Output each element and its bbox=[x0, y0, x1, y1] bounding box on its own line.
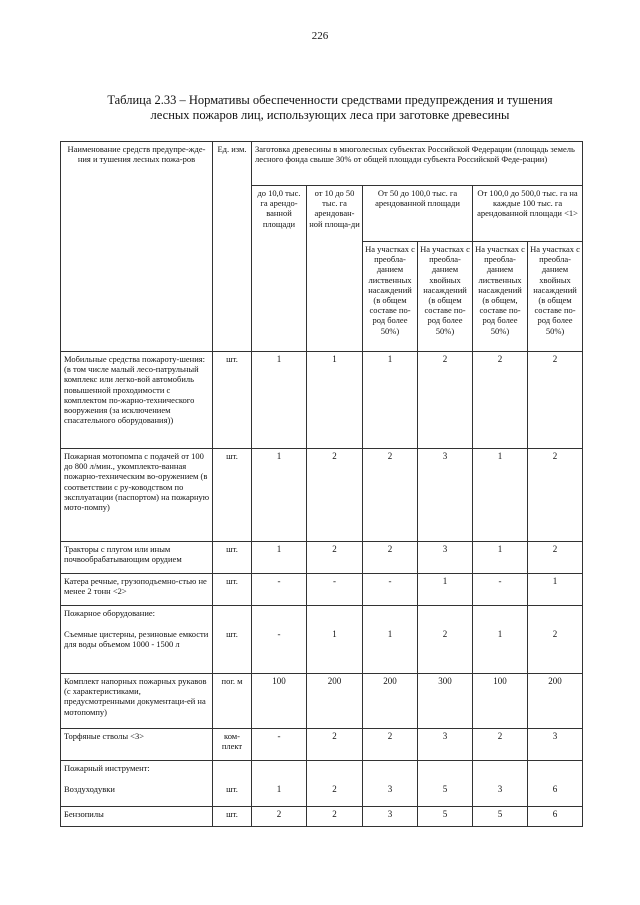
row-value: 2 bbox=[473, 352, 528, 449]
row-value: 3 bbox=[363, 807, 418, 827]
row-value: 100 bbox=[473, 674, 528, 729]
row-value: 2 bbox=[363, 542, 418, 574]
title-line-2: лесных пожаров лиц, использующих леса при заготовке древесины bbox=[150, 108, 510, 122]
row-value: 2 bbox=[418, 606, 473, 674]
row-unit: шт. bbox=[213, 807, 252, 827]
row-name: Катера речные, грузоподъемно-стью не менее 2 тонн <2> bbox=[61, 574, 213, 606]
row-value: 1 bbox=[363, 352, 418, 449]
row-value: - bbox=[473, 574, 528, 606]
row-value: 1 bbox=[528, 574, 583, 606]
table-row bbox=[61, 352, 583, 449]
row-value: - bbox=[252, 729, 307, 761]
row-value: 3 bbox=[363, 761, 418, 807]
row-name: Мобильные средства пожароту-шения: (в том числе малый лесо-патрульный комплекс или легко-вой автомобиль повышенной проходимости с комплектом по-жарно-технического вооружения (за исключением спасательного оборудования)) bbox=[61, 352, 213, 449]
row-value: 5 bbox=[418, 761, 473, 807]
row-item-label: Воздуходувки bbox=[64, 784, 115, 795]
table-row bbox=[61, 761, 583, 807]
header-col-b: от 10 до 50 тыс. га арендован-ной площа-ди bbox=[307, 186, 363, 352]
row-value: 2 bbox=[363, 449, 418, 542]
row-value: 1 bbox=[252, 449, 307, 542]
row-group-label: Пожарное оборудование: bbox=[64, 608, 156, 618]
row-unit: ком-плект bbox=[213, 729, 252, 761]
row-value: 1 bbox=[307, 606, 363, 674]
row-value: 2 bbox=[528, 449, 583, 542]
row-value: 200 bbox=[528, 674, 583, 729]
page-number: 226 bbox=[311, 30, 329, 42]
table-row bbox=[61, 542, 583, 574]
row-value: 200 bbox=[363, 674, 418, 729]
row-value: 1 bbox=[307, 352, 363, 449]
row-name: Торфяные стволы <3> bbox=[61, 729, 213, 761]
row-value: 2 bbox=[307, 729, 363, 761]
row-value: 2 bbox=[528, 606, 583, 674]
row-value: 6 bbox=[528, 761, 583, 807]
row-value: 5 bbox=[418, 807, 473, 827]
header-sub-conif-d: На участках с преобла-данием хвойных насаждений (в общем составе по-род более 50%) bbox=[528, 242, 583, 352]
table-row bbox=[61, 449, 583, 542]
row-value: 1 bbox=[252, 352, 307, 449]
table-row bbox=[61, 574, 583, 606]
row-value: 2 bbox=[528, 542, 583, 574]
row-name: Тракторы с плугом или иным почвообрабатывающим орудием bbox=[61, 542, 213, 574]
row-value: 2 bbox=[252, 807, 307, 827]
header-name: Наименование средств предупре-ждения и тушения лесных пожа-ров bbox=[61, 142, 213, 352]
row-value: 2 bbox=[528, 352, 583, 449]
header-sub-conif-c: На участках с преобла-данием хвойных насаждений (в общем составе по-род более 50%) bbox=[418, 242, 473, 352]
row-value: - bbox=[307, 574, 363, 606]
row-unit: шт. bbox=[213, 352, 252, 449]
row-value: 2 bbox=[363, 729, 418, 761]
row-value: 6 bbox=[528, 807, 583, 827]
header-unit: Ед. изм. bbox=[213, 142, 252, 352]
row-name: Комплект напорных пожарных рукавов (с характеристиками, предусмотренными документаци-ей на мотопомпу) bbox=[61, 674, 213, 729]
norms-table bbox=[60, 141, 583, 827]
row-value: 3 bbox=[418, 542, 473, 574]
row-value: 3 bbox=[473, 761, 528, 807]
row-name bbox=[61, 761, 213, 807]
row-unit: пог. м bbox=[213, 674, 252, 729]
row-value: 1 bbox=[473, 449, 528, 542]
row-value: 2 bbox=[307, 449, 363, 542]
row-value: 2 bbox=[473, 729, 528, 761]
title-line-1: Таблица 2.33 – Нормативы обеспеченности средствами предупреждения и тушения bbox=[107, 93, 553, 107]
row-unit: шт. bbox=[213, 761, 252, 807]
row-value: 200 bbox=[307, 674, 363, 729]
row-name: Бензопилы bbox=[61, 807, 213, 827]
header-col-c: От 50 до 100,0 тыс. га арендованной площади bbox=[363, 186, 473, 242]
row-value: 300 bbox=[418, 674, 473, 729]
row-value: 2 bbox=[307, 542, 363, 574]
row-value: 3 bbox=[418, 449, 473, 542]
row-value: - bbox=[252, 606, 307, 674]
header-sub-leaf-d: На участках с преобла-данием лиственных насаждений (в общем, составе по-род более 50%) bbox=[473, 242, 528, 352]
row-value: 1 bbox=[418, 574, 473, 606]
row-unit: шт. bbox=[213, 606, 252, 674]
row-group-label: Пожарный инструмент: bbox=[64, 763, 150, 773]
row-name: Пожарная мотопомпа с подачей от 100 до 800 л/мин., укомплекто-ванная пожарно-техническим во-оружением (в соответствии с ру-ководством по эксплуатации (паспортом) на пожарную мото-помпу) bbox=[61, 449, 213, 542]
row-unit: шт. bbox=[213, 574, 252, 606]
row-value: - bbox=[252, 574, 307, 606]
row-value: 2 bbox=[307, 807, 363, 827]
table-row bbox=[61, 729, 583, 761]
row-value: 1 bbox=[473, 606, 528, 674]
table-title bbox=[60, 93, 600, 123]
row-value: 3 bbox=[418, 729, 473, 761]
table-row bbox=[61, 807, 583, 827]
header-col-a: до 10,0 тыс. га арендо-ванной площади bbox=[252, 186, 307, 352]
header-group: Заготовка древесины в многолесных субъектах Российской Федерации (площадь земель лесного фонда свыше 30% от общей площади субъекта Российской Феде-рации) bbox=[252, 142, 583, 186]
row-value: 3 bbox=[528, 729, 583, 761]
header-col-d: От 100,0 до 500,0 тыс. га на каждые 100 тыс. га арендованной площади <1> bbox=[473, 186, 583, 242]
row-value: 5 bbox=[473, 807, 528, 827]
row-value: 1 bbox=[473, 542, 528, 574]
row-value: 1 bbox=[363, 606, 418, 674]
row-value: - bbox=[363, 574, 418, 606]
row-value: 1 bbox=[252, 542, 307, 574]
row-value: 1 bbox=[252, 761, 307, 807]
row-unit: шт. bbox=[213, 542, 252, 574]
table-row bbox=[61, 674, 583, 729]
row-item-label: Съемные цистерны, резиновые емкости для воды объемом 1000 - 1500 л bbox=[64, 629, 209, 650]
table-row bbox=[61, 606, 583, 674]
row-value: 100 bbox=[252, 674, 307, 729]
header-sub-leaf-c: На участках с преобла-данием лиственных насаждений (в общем составе по-род более 50%) bbox=[363, 242, 418, 352]
row-value: 2 bbox=[418, 352, 473, 449]
row-value: 2 bbox=[307, 761, 363, 807]
row-name bbox=[61, 606, 213, 674]
row-unit: шт. bbox=[213, 449, 252, 542]
